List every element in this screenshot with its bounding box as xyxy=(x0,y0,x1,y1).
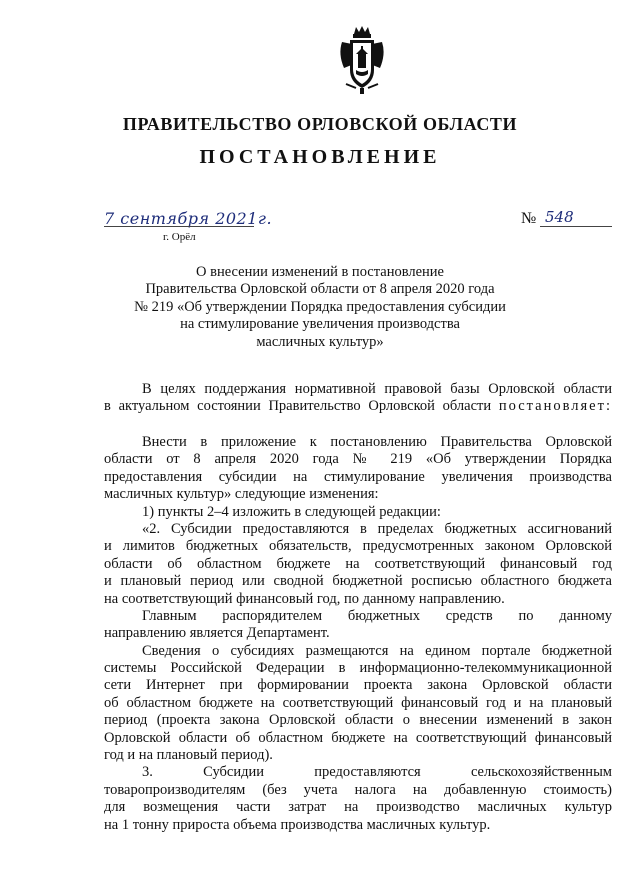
number-underline xyxy=(540,226,612,227)
text-line: период (проекта закона Орловской области о внесении изменений в закон xyxy=(104,712,612,729)
city-label: г. Орёл xyxy=(163,231,196,243)
text-line: сети Интернет при формировании проекта закона Орловской области xyxy=(104,677,612,694)
organization-name: ПРАВИТЕЛЬСТВО ОРЛОВСКОЙ ОБЛАСТИ xyxy=(122,114,518,134)
text-line: для возмещения части затрат на производство масличных культур xyxy=(104,799,612,816)
text-line: В целях поддержания нормативной правовой базы Орловской области xyxy=(142,381,612,397)
text-line: на 1 тонну прироста объема производства масличных культур. xyxy=(104,816,491,833)
title-line: № 219 «Об утверждении Порядка предоставления субсидии xyxy=(134,298,506,315)
text-line: об областном бюджете на соответствующий финансовый год и на плановый xyxy=(104,694,612,711)
text-line: на соответствующий финансовый год, по данному направлению. xyxy=(104,590,505,607)
text-line: предоставления субсидии на стимулирование увеличения производства xyxy=(104,468,612,485)
text-line: Орловской области об областном бюджете на соответствующий финансовый xyxy=(104,729,612,746)
text-line: Внести в приложение к постановлению Правительства Орловской xyxy=(142,434,612,450)
text-line: 1) пункты 2–4 изложить в следующей редакции: xyxy=(142,503,441,520)
document-title xyxy=(0,264,640,351)
keyword-decrees: постановляет: xyxy=(498,398,612,415)
date-underline xyxy=(104,226,254,227)
text-line: системы Российской Федерации в информационно-телекоммуникационной xyxy=(104,660,612,677)
document-body xyxy=(104,434,612,834)
handwritten-date: 7 сентября 2021г. xyxy=(104,209,273,228)
text-line: Сведения о субсидиях размещаются на едином портале бюджетной xyxy=(142,642,612,659)
title-line: Правительства Орловской области от 8 апреля 2020 года xyxy=(145,281,495,298)
text-line: и плановый период или сводной бюджетной росписью областного бюджета xyxy=(104,573,612,590)
text-line: масличных культур» следующие изменения: xyxy=(104,486,379,503)
text-line: области об областном бюджете на соответствующий финансовый год xyxy=(104,555,612,572)
text-line: 3. Субсидии предоставляются сельскохозяйственным xyxy=(142,764,612,781)
handwritten-number: 548 xyxy=(545,208,574,226)
text-line: год и на плановый период). xyxy=(104,747,273,764)
text-line: «2. Субсидии предоставляются в пределах бюджетных ассигнований xyxy=(142,520,612,537)
title-line: О внесении изменений в постановление xyxy=(196,264,444,280)
preamble-text: в актуальном состоянии Правительство Орловской области xyxy=(104,398,492,415)
title-line: на стимулирование увеличения производства xyxy=(180,316,460,333)
text-line: области от 8 апреля 2020 года № 219 «Об утверждении Порядка xyxy=(104,451,612,468)
text-line: товаропроизводителям (без учета налога на добавленную стоимость) xyxy=(104,781,612,798)
title-line: масличных культур» xyxy=(256,333,384,350)
preamble-paragraph xyxy=(104,381,612,416)
document-type: ПОСТАНОВЛЕНИЕ xyxy=(199,146,441,168)
text-line: Главным распорядителем бюджетных средств по данному xyxy=(142,607,612,624)
coat-of-arms-emblem xyxy=(336,24,388,96)
text-line: и лимитов бюджетных обязательств, предусмотренных законом Орловской xyxy=(104,538,612,555)
text-line: направлению является Департамент. xyxy=(104,625,330,642)
number-label: № xyxy=(521,210,537,227)
text-line xyxy=(104,398,612,415)
